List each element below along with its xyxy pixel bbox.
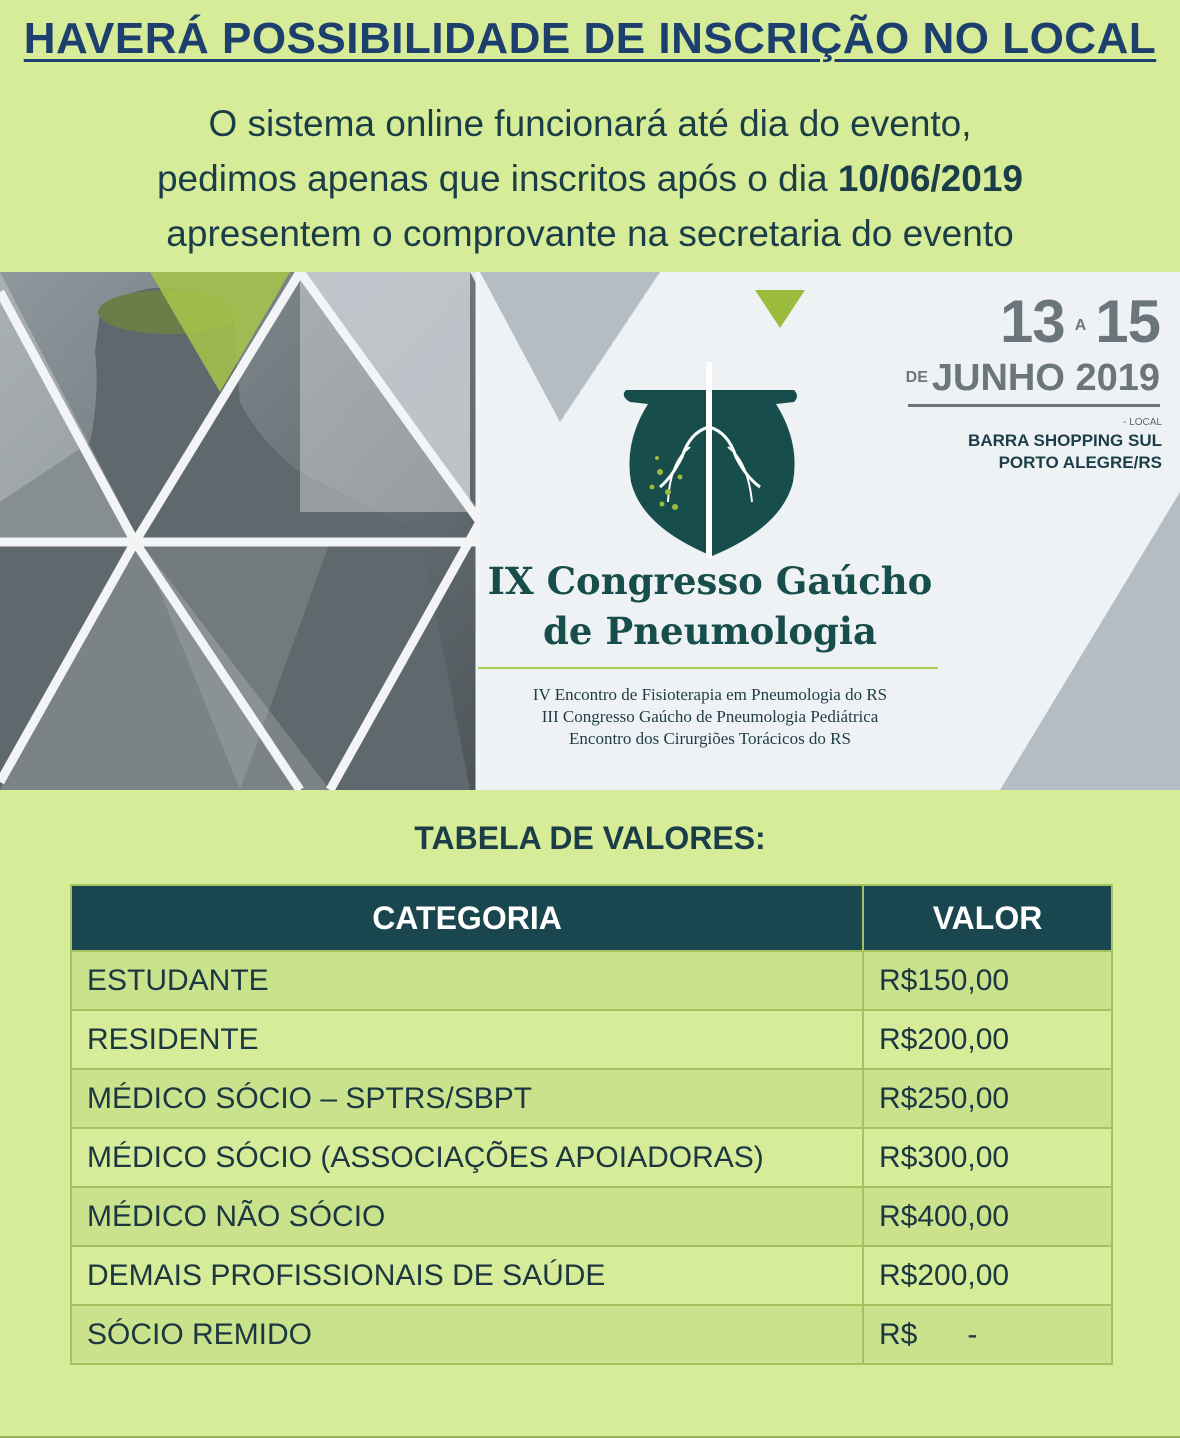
- event-banner: [0, 272, 1180, 790]
- category-cell: MÉDICO NÃO SÓCIO: [71, 1187, 863, 1246]
- intro-line-3: apresentem o comprovante na secretaria do evento: [166, 213, 1014, 254]
- venue-line-2: PORTO ALEGRE/RS: [998, 453, 1162, 472]
- price-table: [70, 884, 1113, 1365]
- value-cell: R$200,00: [863, 1010, 1112, 1069]
- intro-line-1: O sistema online funcionará até dia do evento,: [208, 103, 972, 144]
- intro-line-2-text: pedimos apenas que inscritos após o dia: [156, 158, 838, 199]
- table-row: [71, 1187, 1112, 1246]
- congress-title: [470, 556, 950, 656]
- header-category: CATEGORIA: [71, 885, 863, 951]
- value-cell: R$300,00: [863, 1128, 1112, 1187]
- intro-line-2: [0, 151, 1180, 206]
- headline: [0, 14, 1180, 64]
- congress-divider: [478, 667, 938, 669]
- value-cell: R$200,00: [863, 1246, 1112, 1305]
- congress-title-line-1: IX Congresso Gaúcho: [487, 559, 933, 603]
- congress-subtitle-2: III Congresso Gaúcho de Pneumologia Pediátrica: [541, 707, 879, 726]
- date-end: 15: [1095, 288, 1160, 355]
- table-row: [71, 1010, 1112, 1069]
- congress-subtitle-1: IV Encontro de Fisioterapia em Pneumologia do RS: [532, 685, 888, 704]
- header-value: VALOR: [863, 885, 1112, 951]
- table-row: [71, 1069, 1112, 1128]
- table-row: [71, 951, 1112, 1010]
- intro-text: [0, 96, 1180, 261]
- category-cell: MÉDICO SÓCIO – SPTRS/SBPT: [71, 1069, 863, 1128]
- table-row: [71, 1305, 1112, 1364]
- table-row: [71, 1128, 1112, 1187]
- value-cell: R$250,00: [863, 1069, 1112, 1128]
- value-cell: R$ -: [863, 1305, 1112, 1364]
- table-row: [71, 1246, 1112, 1305]
- month-year: JUNHO 2019: [931, 357, 1160, 400]
- date-sep: A: [1074, 317, 1086, 335]
- table-header-row: [71, 885, 1112, 951]
- value-cell: R$150,00: [863, 951, 1112, 1010]
- congress-subtitles: [470, 684, 950, 750]
- event-dates: [905, 288, 1160, 407]
- category-cell: ESTUDANTE: [71, 951, 863, 1010]
- venue: [968, 416, 1162, 474]
- date-rule: [908, 404, 1160, 407]
- venue-label: - LOCAL: [1123, 417, 1162, 428]
- congress-subtitle-3: Encontro dos Cirurgiões Torácicos do RS: [569, 729, 851, 748]
- category-cell: SÓCIO REMIDO: [71, 1305, 863, 1364]
- month-prefix: DE: [905, 369, 928, 387]
- category-cell: RESIDENTE: [71, 1010, 863, 1069]
- category-cell: DEMAIS PROFISSIONAIS DE SAÚDE: [71, 1246, 863, 1305]
- date-start: 13: [999, 288, 1065, 355]
- headline-text: HAVERÁ POSSIBILIDADE DE INSCRIÇÃO NO LOCAL: [23, 14, 1157, 63]
- date-range: [906, 288, 1160, 356]
- congress-title-line-2: de Pneumologia: [543, 609, 877, 653]
- venue-line-1: BARRA SHOPPING SUL: [968, 431, 1162, 450]
- table-title: TABELA DE VALORES:: [414, 820, 766, 856]
- value-cell: R$400,00: [863, 1187, 1112, 1246]
- deadline-date: 10/06/2019: [837, 158, 1023, 199]
- date-month: [906, 356, 1160, 400]
- category-cell: MÉDICO SÓCIO (ASSOCIAÇÕES APOIADORAS): [71, 1128, 863, 1187]
